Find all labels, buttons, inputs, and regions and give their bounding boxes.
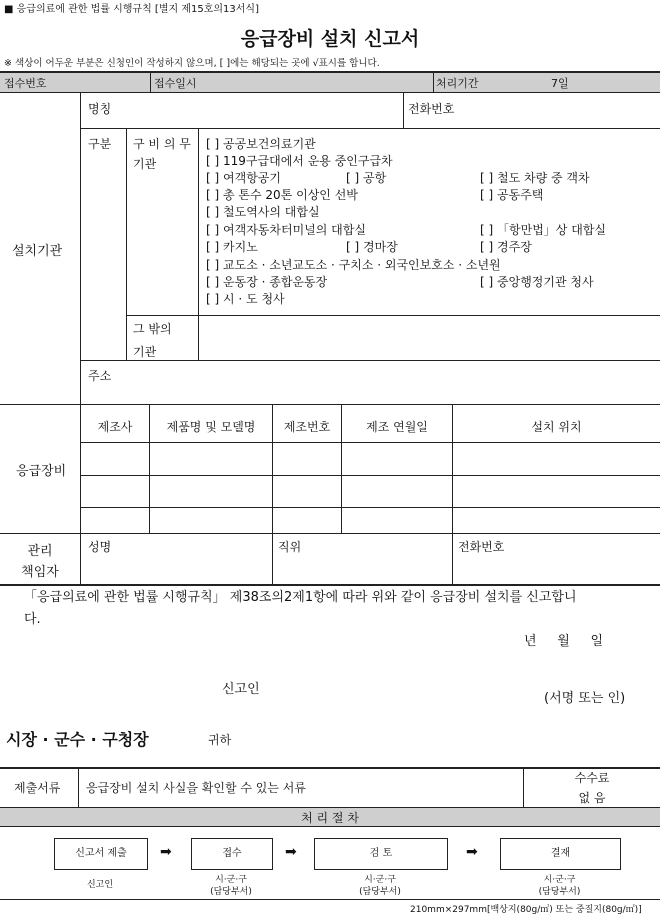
processing-period-label: 처리기간 — [436, 77, 479, 90]
option-stadium[interactable]: [ ] 운동장 · 종합운동장 — [206, 275, 328, 289]
category-label: 구분 — [88, 137, 112, 151]
column-manufacturer: 제조사 — [97, 420, 133, 434]
step-receive-dept: (담당부서) — [210, 887, 252, 897]
option-ambulance[interactable]: [ ] 119구급대에서 운용 중인구급차 — [206, 154, 393, 168]
option-racetrack[interactable]: [ ] 경주장 — [480, 240, 532, 254]
option-ship[interactable]: [ ] 총 톤수 20톤 이상인 선박 — [206, 188, 358, 202]
procedure-title: 처 리 절 차 — [301, 811, 359, 825]
declaration-line1: 「응급의료에 관한 법률 시행규칙」 제38조의2제1항에 따라 위와 같이 응급장비 설치를 신고합니 — [24, 590, 577, 605]
step-submit-box: 신고서 제출 — [54, 838, 148, 870]
institution-name-label: 명칭 — [88, 102, 112, 116]
step-receive-actor: 시·군·구 — [215, 875, 247, 885]
declaration-date: 년 월 일 — [524, 634, 603, 649]
recipient-suffix: 귀하 — [208, 733, 232, 747]
other-institution-field[interactable] — [199, 316, 659, 359]
address-label: 주소 — [88, 369, 112, 383]
step-receive-box: 접수 — [191, 838, 273, 870]
arrow-right-icon: ➡ — [285, 844, 297, 860]
recipient-name: 시장 · 군수 · 구청장 — [6, 730, 149, 749]
manager-name-label: 성명 — [88, 540, 112, 554]
processing-period-value: 7일 — [551, 77, 569, 90]
address-field[interactable] — [81, 384, 659, 404]
manager-section-label-line2: 책임자 — [21, 565, 59, 580]
step-review-dept: (담당부서) — [359, 887, 401, 897]
option-train-car[interactable]: [ ] 철도 차량 중 객차 — [480, 171, 590, 185]
option-airport[interactable]: [ ] 공항 — [346, 171, 387, 185]
option-central-gov[interactable]: [ ] 중앙행정기관 청사 — [480, 275, 594, 289]
form-reference: ■ 응급의료에 관한 법률 시행규칙 [별지 제15호의13서식] — [4, 4, 259, 15]
option-port[interactable]: [ ] 「항만법」상 대합실 — [480, 223, 606, 237]
option-casino[interactable]: [ ] 카지노 — [206, 240, 258, 254]
manager-section-label-line1: 관리 — [27, 544, 53, 559]
receipt-date-label: 접수일시 — [154, 77, 197, 90]
option-aircraft[interactable]: [ ] 여객항공기 — [206, 171, 281, 185]
arrow-right-icon: ➡ — [466, 844, 478, 860]
column-location: 설치 위치 — [531, 420, 582, 434]
obligated-label-line2: 기관 — [133, 157, 157, 171]
step-submit-actor: 신고인 — [86, 880, 114, 890]
column-model: 제품명 및 모델명 — [166, 420, 256, 434]
column-manufacture-date: 제조 연월일 — [366, 420, 428, 434]
declaration-line2: 다. — [24, 612, 41, 627]
documents-value: 응급장비 설치 사실을 확인할 수 있는 서류 — [86, 781, 306, 795]
signature-label: (서명 또는 인) — [544, 691, 626, 706]
form-title: 응급장비 설치 신고서 — [240, 28, 420, 50]
option-bus-terminal[interactable]: [ ] 여객자동차터미널의 대합실 — [206, 223, 366, 237]
option-correctional[interactable]: [ ] 교도소 · 소년교도소 · 구치소 · 외국인보호소 · 소년원 — [206, 258, 501, 272]
option-provincial-gov[interactable]: [ ] 시 · 도 청사 — [206, 292, 285, 306]
obligated-label-line1: 구 비 의 무 — [133, 137, 191, 151]
manager-position-label: 직위 — [278, 540, 302, 554]
step-review-box: 검 토 — [314, 838, 448, 870]
option-station[interactable]: [ ] 철도역사의 대합실 — [206, 205, 320, 219]
option-public-health[interactable]: [ ] 공공보건의료기관 — [206, 137, 316, 151]
institution-phone-label: 전화번호 — [408, 102, 455, 116]
step-review-actor: 시·군·구 — [364, 875, 396, 885]
form-note: ※ 색상이 어두운 부분은 신청인이 작성하지 않으며, [ ]에는 해당되는 곳에 √표시를 합니다. — [4, 58, 380, 69]
step-approve-dept: (담당부서) — [538, 887, 581, 897]
other-institution-label-line1: 그 밖의 — [133, 322, 172, 336]
arrow-right-icon: ➡ — [160, 844, 172, 860]
manager-phone-label: 전화번호 — [458, 540, 505, 554]
column-serial: 제조번호 — [283, 420, 331, 434]
step-approve-box: 결재 — [500, 838, 621, 870]
step-approve-actor: 시·군·구 — [543, 875, 576, 885]
option-apartment[interactable]: [ ] 공동주택 — [480, 188, 544, 202]
other-institution-label-line2: 기관 — [133, 345, 157, 359]
documents-label: 제출서류 — [14, 781, 61, 795]
applicant-label: 신고인 — [222, 682, 260, 697]
fee-value: 없 음 — [578, 791, 606, 805]
option-horse-race[interactable]: [ ] 경마장 — [346, 240, 398, 254]
equipment-section-label: 응급장비 — [16, 464, 67, 479]
receipt-number-label: 접수번호 — [4, 77, 47, 90]
fee-label: 수수료 — [574, 771, 610, 785]
paper-spec: 210mm×297mm[백상지(80g/㎡) 또는 중질지(80g/㎡)] — [410, 905, 642, 915]
institution-section-label: 설치기관 — [12, 244, 63, 259]
